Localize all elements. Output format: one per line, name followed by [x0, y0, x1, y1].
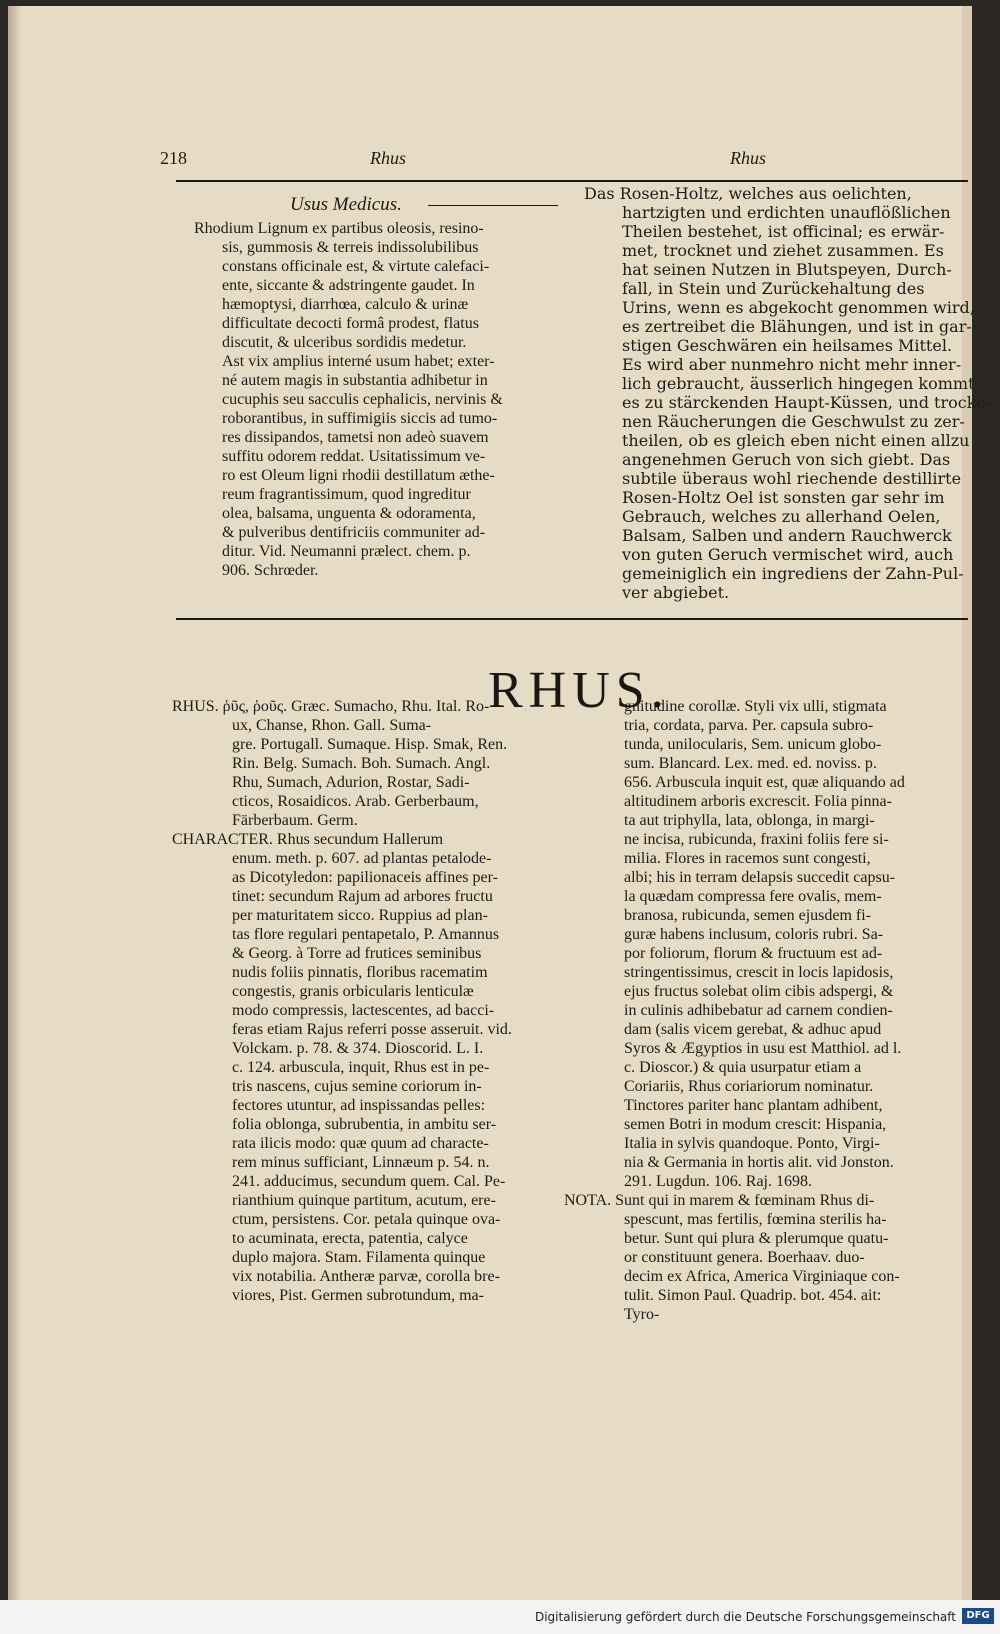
- latin-col-line: né autem magis in substantia adhibetur in: [222, 372, 488, 389]
- left-col-line: tris nascens, cujus semine coriorum in-: [232, 1078, 482, 1095]
- latin-col-line: res dissipandos, tametsi non adeò suavem: [222, 429, 489, 446]
- header-rule: [176, 180, 968, 182]
- right-col-line: spescunt, mas fertilis, fœmina sterilis ha-: [624, 1211, 887, 1228]
- left-col-line: enum. meth. p. 607. ad plantas petalode-: [232, 850, 492, 867]
- left-col-line: folia oblonga, subrubentia, in ambitu ser-: [232, 1116, 497, 1133]
- left-col-line: feras etiam Rajus referri posse asseruit. vid.: [232, 1021, 512, 1038]
- left-col-line: CHARACTER. Rhus secundum Hallerum: [172, 831, 444, 848]
- left-col-line: & Georg. à Torre ad frutices seminibus: [232, 945, 482, 962]
- left-col-line: tas flore regulari pentapetalo, P. Amannus: [232, 926, 500, 943]
- german-col-line: von guten Geruch vermischet wird, auch: [622, 545, 954, 564]
- latin-col-line: reum fragrantissimum, quod ingreditur: [222, 486, 471, 503]
- latin-col-line: ente, siccante & adstringente gaudet. In: [222, 277, 475, 294]
- right-col-line: la quædam compressa fere ovalis, mem-: [624, 888, 882, 905]
- left-col-line: rata ilicis modo: quæ quum ad characte-: [232, 1135, 489, 1152]
- latin-col-line: sis, gummosis & terreis indissolubilibus: [222, 239, 479, 256]
- german-col-line: met, trocknet und ziehet zusammen. Es: [622, 241, 944, 260]
- german-col-line: stigen Geschwären ein heilsames Mittel.: [622, 336, 953, 355]
- left-col-line: modo compressis, lactescentes, ad bacci-: [232, 1002, 495, 1019]
- right-col-line: NOTA. Sunt qui in marem & fœminam Rhus di-: [564, 1192, 875, 1209]
- left-col-line: congestis, granis orbicularis lenticulæ: [232, 983, 474, 1000]
- right-col-line: dam (salis vicem gerebat, & adhuc apud: [624, 1021, 882, 1038]
- right-col-line: Coriariis, Rhus coriariorum nominatur.: [624, 1078, 874, 1095]
- right-col-line: tulit. Simon Paul. Quadrip. bot. 454. ait:: [624, 1287, 882, 1304]
- left-col-line: Rin. Belg. Sumach. Boh. Sumach. Angl.: [232, 755, 491, 772]
- left-col-line: viores, Pist. Germen subrotundum, ma-: [232, 1287, 484, 1304]
- right-col-line: stringentissimus, crescit in locis lapidosis,: [624, 964, 894, 981]
- right-col-line: milia. Flores in racemos sunt congesti,: [624, 850, 871, 867]
- right-col-line: decim ex Africa, America Virginiaque con-: [624, 1268, 900, 1285]
- right-col-line: Tyro-: [624, 1306, 660, 1323]
- right-col-line: tunda, unilocularis, Sem. unicum globo-: [624, 736, 882, 753]
- german-col-line: Theilen bestehet, ist officinal; es erwär-: [622, 222, 945, 241]
- left-col-line: Volckam. p. 78. & 374. Dioscorid. L. I.: [232, 1040, 484, 1057]
- left-col-line: Rhu, Sumach, Adurion, Rostar, Sadi-: [232, 774, 470, 791]
- left-col-line: vix notabilia. Antheræ parvæ, corolla bre-: [232, 1268, 500, 1285]
- latin-col-line: olea, balsama, unguenta & odoramenta,: [222, 505, 476, 522]
- left-col-line: ctum, persistens. Cor. petala quinque ova-: [232, 1211, 501, 1228]
- right-col-line: tria, cordata, parva. Per. capsula subro-: [624, 717, 874, 734]
- right-col-line: 291. Lugdun. 106. Raj. 1698.: [624, 1173, 812, 1190]
- running-title-left: Rhus: [370, 148, 406, 168]
- running-title-right: Rhus: [730, 148, 766, 168]
- left-col-line: nudis foliis pinnatis, floribus racematim: [232, 964, 488, 981]
- page-number: 218: [160, 148, 187, 168]
- german-col-line: angenehmen Geruch von sich giebt. Das: [622, 450, 951, 469]
- section-title: RHUS.: [488, 662, 670, 719]
- latin-col-line: cucuphis seu sacculis cephalicis, nervinis &: [222, 391, 503, 408]
- left-col-line: cticos, Rosaidicos. Arab. Gerberbaum,: [232, 793, 479, 810]
- latin-col-line: roborantibus, in suffimigiis siccis ad tumo-: [222, 410, 498, 427]
- left-col-line: tinet: secundum Rajum ad arbores fructu: [232, 888, 493, 905]
- latin-col-line: 906. Schrœder.: [222, 562, 319, 579]
- left-col-line: Färberbaum. Germ.: [232, 812, 358, 829]
- right-col-line: betur. Sunt qui plura & plerumque quatu-: [624, 1230, 889, 1247]
- right-col-line: Italia in sylvis quandoque. Ponto, Virgi-: [624, 1135, 880, 1152]
- german-col-line: Urins, wenn es abgekocht genommen wird,: [622, 298, 975, 317]
- right-col-line: Tinctores pariter hanc plantam adhibent,: [624, 1097, 883, 1114]
- right-col-line: por foliorum, florum & fructuum est ad-: [624, 945, 883, 962]
- dfg-logo: DFG: [962, 1608, 994, 1624]
- left-col-line: rem minus sufficiant, Linnæum p. 54. n.: [232, 1154, 490, 1171]
- right-col-line: ta aut triphylla, lata, oblonga, in margi-: [624, 812, 875, 829]
- right-col-line: or constituunt genera. Boerhaav. duo-: [624, 1249, 865, 1266]
- left-col-line: ux, Chanse, Rhon. Gall. Suma-: [232, 717, 432, 734]
- left-col-line: rianthium quinque partitum, acutum, ere-: [232, 1192, 496, 1209]
- latin-col-line: ditur. Vid. Neumanni prælect. chem. p.: [222, 543, 471, 560]
- german-col-line: Balsam, Salben und andern Rauchwerck: [622, 526, 952, 545]
- left-col-line: fectores utuntur, ad inspissandas pelles:: [232, 1097, 486, 1114]
- heading-rule: [428, 205, 558, 206]
- latin-col-line: discutit, & ulceribus sordidis medetur.: [222, 334, 467, 351]
- section-rule: [176, 618, 968, 620]
- german-col-line: Es wird aber nunmehro nicht mehr inner-: [622, 355, 962, 374]
- footer-bar: [0, 1600, 1000, 1634]
- right-col-line: ne incisa, rubicunda, fraxini foliis fere si-: [624, 831, 889, 848]
- latin-col-line: hæmoptysi, diarrhœa, calculo & urinæ: [222, 296, 469, 313]
- german-col-line: lich gebraucht, äusserlich hingegen kommt: [622, 374, 975, 393]
- latin-col-line: Ast vix amplius interné usum habet; exter-: [222, 353, 495, 370]
- left-col-line: c. 124. arbuscula, inquit, Rhus est in pe-: [232, 1059, 490, 1076]
- german-col-line: hartzigten und erdichten unauflößlichen: [622, 203, 951, 222]
- german-col-line: gemeiniglich ein ingrediens der Zahn-Pul-: [622, 564, 964, 583]
- right-col-line: semen Botri in modum crescit: Hispania,: [624, 1116, 887, 1133]
- latin-col-line: & pulveribus dentifriciis communiter ad-: [222, 524, 486, 541]
- german-col-line: subtile überaus wohl riechende destillirte: [622, 469, 962, 488]
- right-col-line: albi; his in terram delapsis succedit capsu-: [624, 869, 896, 886]
- right-col-line: branosa, rubicunda, semen ejusdem fi-: [624, 907, 872, 924]
- left-col-line: gre. Portugall. Sumaque. Hisp. Smak, Ren.: [232, 736, 508, 753]
- right-col-line: nia & Germania in hortis alit. vid Jonston.: [624, 1154, 894, 1171]
- right-col-line: c. Dioscor.) & quia usurpatur etiam a: [624, 1059, 862, 1076]
- right-col-line: sum. Blancard. Lex. med. ed. noviss. p.: [624, 755, 877, 772]
- left-col-line: duplo majora. Stam. Filamenta quinque: [232, 1249, 486, 1266]
- book-page: [8, 6, 992, 1600]
- latin-col-line: constans officinale est, & virtute calefaci-: [222, 258, 490, 275]
- german-col-line: hat seinen Nutzen in Blutspeyen, Durch-: [622, 260, 952, 279]
- page-gutter: [8, 6, 22, 1600]
- german-col-line: fall, in Stein und Zurückehaltung des: [622, 279, 925, 298]
- right-col-line: gnitudine corollæ. Styli vix ulli, stigmata: [624, 698, 887, 715]
- footer-credit: Digitalisierung gefördert durch die Deutsche Forschungsgemeinschaft: [534, 1610, 956, 1624]
- german-col-line: theilen, ob es gleich eben nicht einen allzu: [622, 431, 970, 450]
- german-col-line: nen Räucherungen die Geschwulst zu zer-: [622, 412, 965, 431]
- german-col-line: Rosen-Holtz Oel ist sonsten gar sehr im: [622, 488, 945, 507]
- right-col-line: ejus fructus solebat olim cibis adspergi, &: [624, 983, 894, 1000]
- right-col-line: altitudinem arboris excrescit. Folia pinna-: [624, 793, 892, 810]
- right-col-line: 656. Arbuscula inquit est, quæ aliquando ad: [624, 774, 905, 791]
- left-col-line: per maturitatem sicco. Ruppius ad plan-: [232, 907, 488, 924]
- right-col-line: in culinis adhibebatur ad carnem condien-: [624, 1002, 893, 1019]
- german-col-line: ver abgiebet.: [622, 583, 730, 602]
- left-col-line: 241. adducimus, secundum quem. Cal. Pe-: [232, 1173, 506, 1190]
- right-col-line: Syros & Ægyptios in usu est Matthiol. ad l.: [624, 1040, 902, 1057]
- german-col-line: Das Rosen-Holtz, welches aus oelichten,: [584, 184, 912, 203]
- latin-col-line: Rhodium Lignum ex partibus oleosis, resino-: [194, 220, 484, 237]
- german-col-line: Gebrauch, welches zu allerhand Oelen,: [622, 507, 941, 526]
- latin-col-line: suffitu odorem reddat. Usitatissimum ve-: [222, 448, 486, 465]
- german-col-line: es zertreibet die Blähungen, und ist in gar-: [622, 317, 972, 336]
- left-col-line: RHUS. ῥῦς, ῥοῦς. Græc. Sumacho, Rhu. Ital. Ro-: [172, 698, 490, 715]
- left-col-line: to acuminata, erecta, patentia, calyce: [232, 1230, 468, 1247]
- latin-col-line: ro est Oleum ligni rhodii destillatum æthe-: [222, 467, 495, 484]
- left-col-line: as Dicotyledon: papilionaceis affines per-: [232, 869, 498, 886]
- german-col-line: es zu stärckenden Haupt-Küssen, und trocke-: [622, 393, 992, 412]
- right-col-line: guræ habens inclusum, coloris rubri. Sa-: [624, 926, 884, 943]
- usus-heading: Usus Medicus.: [290, 194, 402, 215]
- latin-col-line: difficultate decocti formâ prodest, flatus: [222, 315, 479, 332]
